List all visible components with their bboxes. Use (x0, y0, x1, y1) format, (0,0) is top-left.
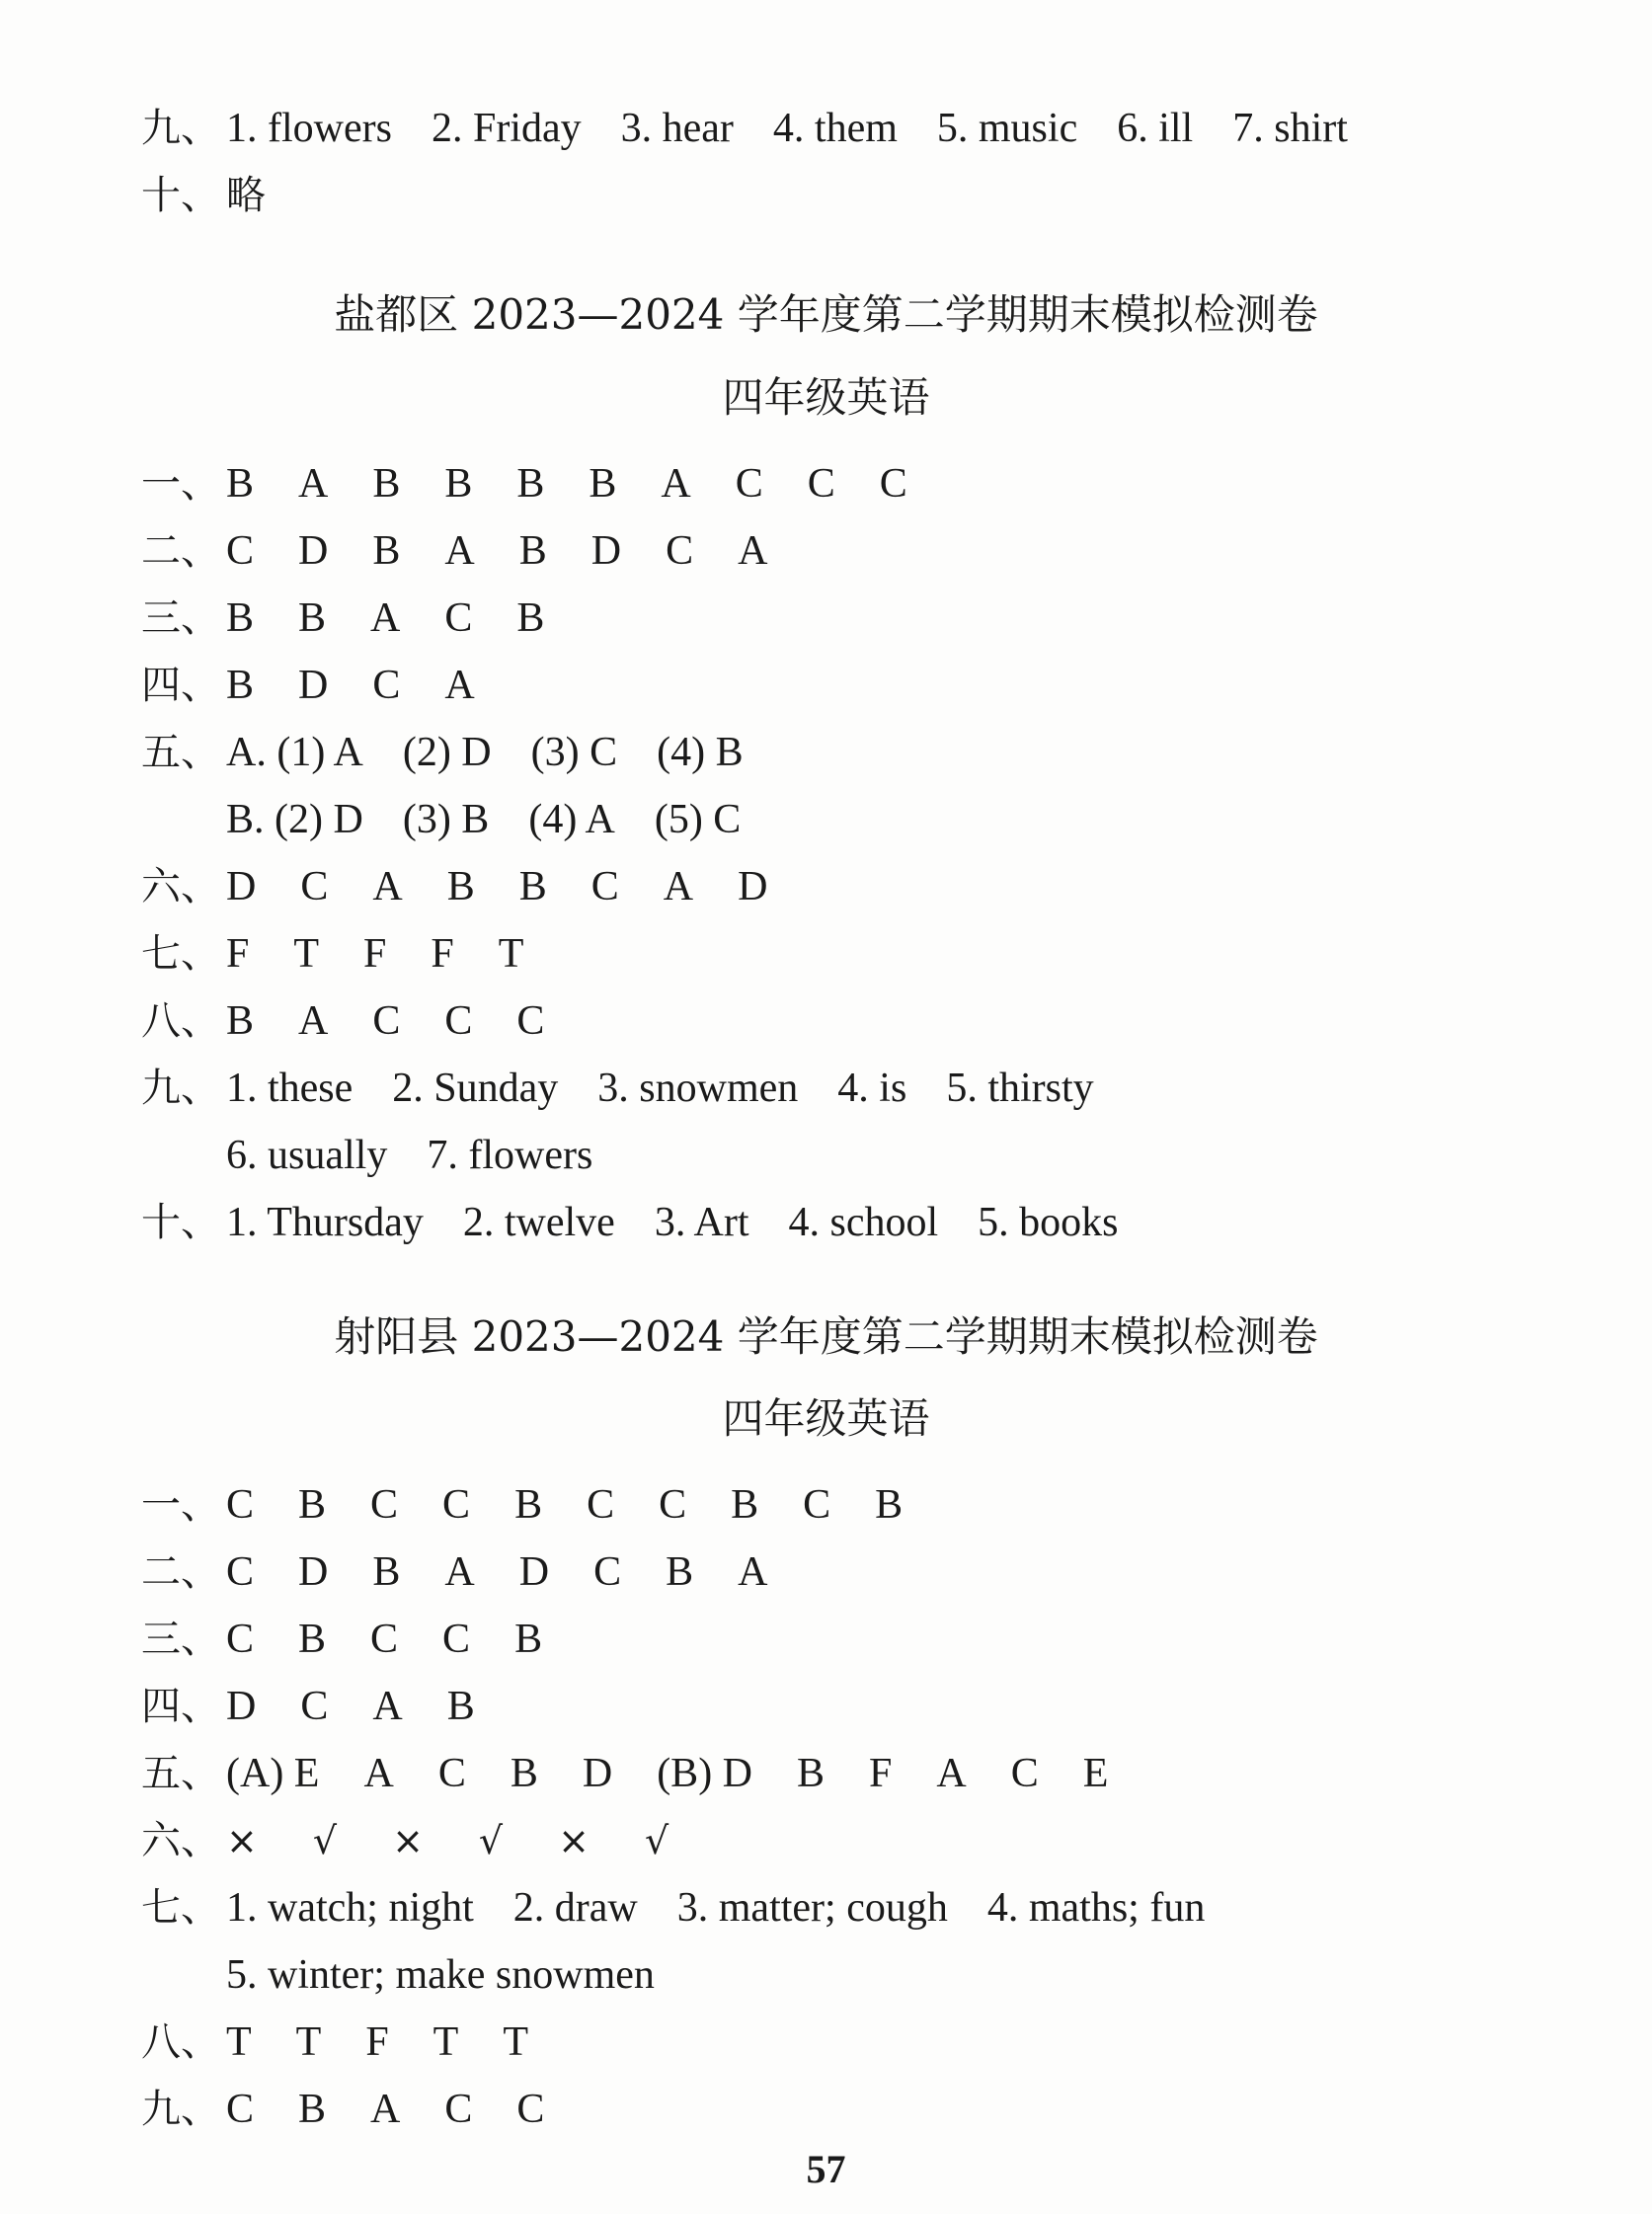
answer-item: B (731, 1482, 759, 1528)
answer-item: F (431, 931, 454, 977)
question-number: 二、 (141, 1549, 220, 1595)
answer-item: A (444, 1549, 475, 1595)
answer-item: 1. Thursday (226, 1200, 424, 1245)
answer-row (141, 103, 1348, 154)
answer-item: T (503, 2019, 528, 2065)
answer-item: A (370, 595, 401, 641)
answer-item: 2. Sunday (392, 1066, 559, 1111)
answer-item: (3) C (530, 730, 618, 775)
answer-row (141, 995, 544, 1047)
answer-item: A. (1) A (226, 730, 363, 775)
answer-row (226, 794, 741, 845)
section-title: 射阳县 2023—2024 学年度第二学期期末模拟检测卷 (334, 1312, 1318, 1361)
answer-item: A (936, 1751, 967, 1796)
answer-item: 6. ill (1117, 106, 1194, 151)
answer-item: A (370, 2087, 401, 2132)
answer-item: 1. flowers (226, 106, 392, 151)
answer-item: C (735, 461, 763, 507)
answer-item: B (446, 864, 475, 909)
answer-item: A (372, 864, 403, 909)
answer-item: D (298, 528, 329, 574)
answer-row (226, 1130, 592, 1181)
answer-item: C (516, 2087, 545, 2132)
answer-item: B (226, 663, 255, 708)
answer-item: √ (644, 1819, 669, 1862)
question-number: 九、 (141, 2087, 220, 2132)
answer-item: 3. snowmen (597, 1066, 799, 1111)
answer-item: C (372, 663, 401, 708)
answer-item: A (298, 461, 329, 507)
answer-item: F (869, 1751, 893, 1796)
answer-item: B (298, 595, 327, 641)
answer-item: B (298, 1482, 327, 1528)
answer-item: 3. hear (620, 106, 734, 151)
question-number: 五、 (141, 1751, 220, 1796)
answer-row (141, 1546, 767, 1598)
answer-item: 3. Art (654, 1200, 749, 1245)
answer-item: 5. books (978, 1200, 1119, 1245)
answer-item: A (444, 528, 475, 574)
answer-item: C (666, 528, 694, 574)
answer-item: C (226, 1482, 255, 1528)
answer-item: C (659, 1482, 687, 1528)
answer-row (226, 1949, 655, 2001)
answer-item: C (444, 595, 473, 641)
answer-item: B (226, 998, 255, 1044)
question-number: 一、 (141, 1482, 220, 1528)
answer-item: 4. school (788, 1200, 939, 1245)
question-number: 四、 (141, 663, 220, 708)
answer-item: D (226, 864, 257, 909)
question-number: 七、 (141, 931, 220, 977)
answer-item: C (516, 998, 545, 1044)
answer-item: B (298, 2087, 327, 2132)
answer-item: 7. flowers (427, 1133, 593, 1178)
answer-item: C (587, 1482, 615, 1528)
answer-item: T (295, 2019, 322, 2065)
question-number: 六、 (141, 1818, 220, 1863)
answer-item: B (226, 461, 255, 507)
answer-item: A (363, 1751, 394, 1796)
answer-item: F (365, 2019, 389, 2065)
answer-item: F (363, 931, 387, 977)
answer-item: B (516, 461, 545, 507)
answer-item: C (370, 1482, 399, 1528)
answer-item: 7. shirt (1232, 106, 1348, 151)
question-number: 七、 (141, 1885, 220, 1931)
answer-item: 略 (226, 173, 266, 218)
answer-item: 1. watch; night (226, 1885, 474, 1931)
answer-item: 5. winter; make snowmen (226, 1952, 655, 1998)
answer-item: × (558, 1819, 590, 1862)
question-number: 二、 (141, 528, 220, 574)
answer-item: A (661, 461, 691, 507)
answer-row (141, 525, 767, 577)
answer-item: 4. them (772, 106, 898, 151)
question-number: 三、 (141, 1617, 220, 1662)
answer-item: B (372, 461, 401, 507)
answer-item: C (300, 864, 329, 909)
question-number: 九、 (141, 106, 220, 151)
answer-item: B (510, 1751, 538, 1796)
section-subtitle: 四年级英语 (722, 373, 930, 422)
answer-item: B (226, 595, 255, 641)
answer-item: C (437, 1751, 466, 1796)
answer-item: C (442, 1617, 471, 1662)
question-number: 十、 (141, 1200, 220, 1245)
answer-item: C (1010, 1751, 1039, 1796)
answer-item: D (518, 1549, 550, 1595)
question-number: 三、 (141, 595, 220, 641)
answer-item: C (803, 1482, 831, 1528)
answer-item: C (879, 461, 907, 507)
answer-item: B. (2) D (226, 797, 363, 842)
answer-item: × (226, 1819, 258, 1862)
answer-item: (4) B (657, 730, 744, 775)
answer-item: A (738, 528, 768, 574)
question-number: 五、 (141, 730, 220, 775)
answer-item: 5. thirsty (946, 1066, 1094, 1111)
answer-item: T (226, 2019, 252, 2065)
answer-item: C (444, 998, 473, 1044)
question-number: 六、 (141, 864, 220, 909)
answer-item: F (226, 931, 250, 977)
answer-row (141, 2016, 528, 2068)
answer-item: C (593, 1549, 622, 1595)
answer-item: C (226, 528, 255, 574)
answer-row (141, 1882, 1205, 1934)
answer-item: A (372, 1684, 403, 1729)
answer-item: × (392, 1819, 424, 1862)
question-number: 十、 (141, 173, 220, 218)
answer-item: C (226, 1549, 255, 1595)
answer-item: 1. these (226, 1066, 354, 1111)
answer-item: D (738, 864, 768, 909)
answer-item: T (498, 931, 524, 977)
answer-row (141, 2084, 544, 2135)
answer-item: B (372, 528, 401, 574)
question-number: 八、 (141, 998, 220, 1044)
answer-item: B (518, 528, 547, 574)
answer-item: C (370, 1617, 399, 1662)
answer-item: T (433, 2019, 459, 2065)
answer-item: 2. twelve (462, 1200, 615, 1245)
answer-item: C (372, 998, 401, 1044)
answer-item: (4) A (528, 797, 615, 842)
answer-item: B (446, 1684, 475, 1729)
answer-item: C (807, 461, 835, 507)
answer-item: √ (312, 1819, 338, 1862)
answer-item: B (516, 595, 545, 641)
answer-item: (B) D (657, 1751, 753, 1796)
answer-item: B (514, 1617, 543, 1662)
page-number: 57 (806, 2147, 846, 2191)
answer-row (141, 928, 523, 980)
answer-item: B (797, 1751, 826, 1796)
answer-row (141, 1748, 1108, 1799)
answer-row (141, 1063, 1094, 1114)
answer-item: B (589, 461, 617, 507)
answer-item: B (514, 1482, 543, 1528)
answer-item: (3) B (402, 797, 490, 842)
section-title: 盐都区 2023—2024 学年度第二学期期末模拟检测卷 (334, 290, 1318, 339)
answer-row (141, 1197, 1119, 1248)
answer-item: B (518, 864, 547, 909)
answer-row (141, 660, 475, 711)
answer-item: 3. matter; cough (676, 1885, 948, 1931)
answer-item: B (372, 1549, 401, 1595)
answer-item: A (444, 663, 475, 708)
answer-row (141, 1614, 542, 1665)
answer-row (141, 170, 266, 221)
question-number: 四、 (141, 1684, 220, 1729)
answer-item: 4. is (837, 1066, 907, 1111)
answer-item: D (298, 1549, 329, 1595)
answer-item: B (298, 1617, 327, 1662)
answer-item: (5) C (654, 797, 742, 842)
question-number: 一、 (141, 461, 220, 507)
answer-item: B (666, 1549, 694, 1595)
answer-row (141, 1479, 903, 1531)
answer-item: C (300, 1684, 329, 1729)
answer-item: C (590, 864, 619, 909)
answer-item: C (442, 1482, 471, 1528)
answer-item: D (226, 1684, 257, 1729)
answer-item: T (293, 931, 320, 977)
section-subtitle: 四年级英语 (722, 1394, 930, 1443)
answer-row (141, 1681, 475, 1732)
question-number: 八、 (141, 2019, 220, 2065)
answer-item: C (226, 1617, 255, 1662)
answer-item: 4. maths; fun (986, 1885, 1206, 1931)
answer-item: A (663, 864, 694, 909)
question-number: 九、 (141, 1066, 220, 1111)
answer-item: E (1082, 1751, 1109, 1796)
answer-item: A (298, 998, 329, 1044)
answer-item: B (444, 461, 473, 507)
answer-row (141, 1815, 669, 1866)
answer-item: (2) D (402, 730, 492, 775)
answer-item: √ (478, 1819, 504, 1862)
answer-item: 2. draw (512, 1885, 638, 1931)
answer-item: D (590, 528, 622, 574)
answer-item: A (738, 1549, 768, 1595)
answer-row (141, 458, 907, 510)
answer-item: C (444, 2087, 473, 2132)
answer-item: D (582, 1751, 613, 1796)
answer-item: D (298, 663, 329, 708)
answer-item: 6. usually (226, 1133, 388, 1178)
answer-row (141, 727, 744, 778)
answer-row (141, 593, 544, 644)
answer-item: C (226, 2087, 255, 2132)
answer-item: B (875, 1482, 904, 1528)
answer-item: 2. Friday (431, 106, 582, 151)
answer-item: (A) E (226, 1751, 320, 1796)
answer-row (141, 861, 767, 912)
answer-item: 5. music (936, 106, 1078, 151)
